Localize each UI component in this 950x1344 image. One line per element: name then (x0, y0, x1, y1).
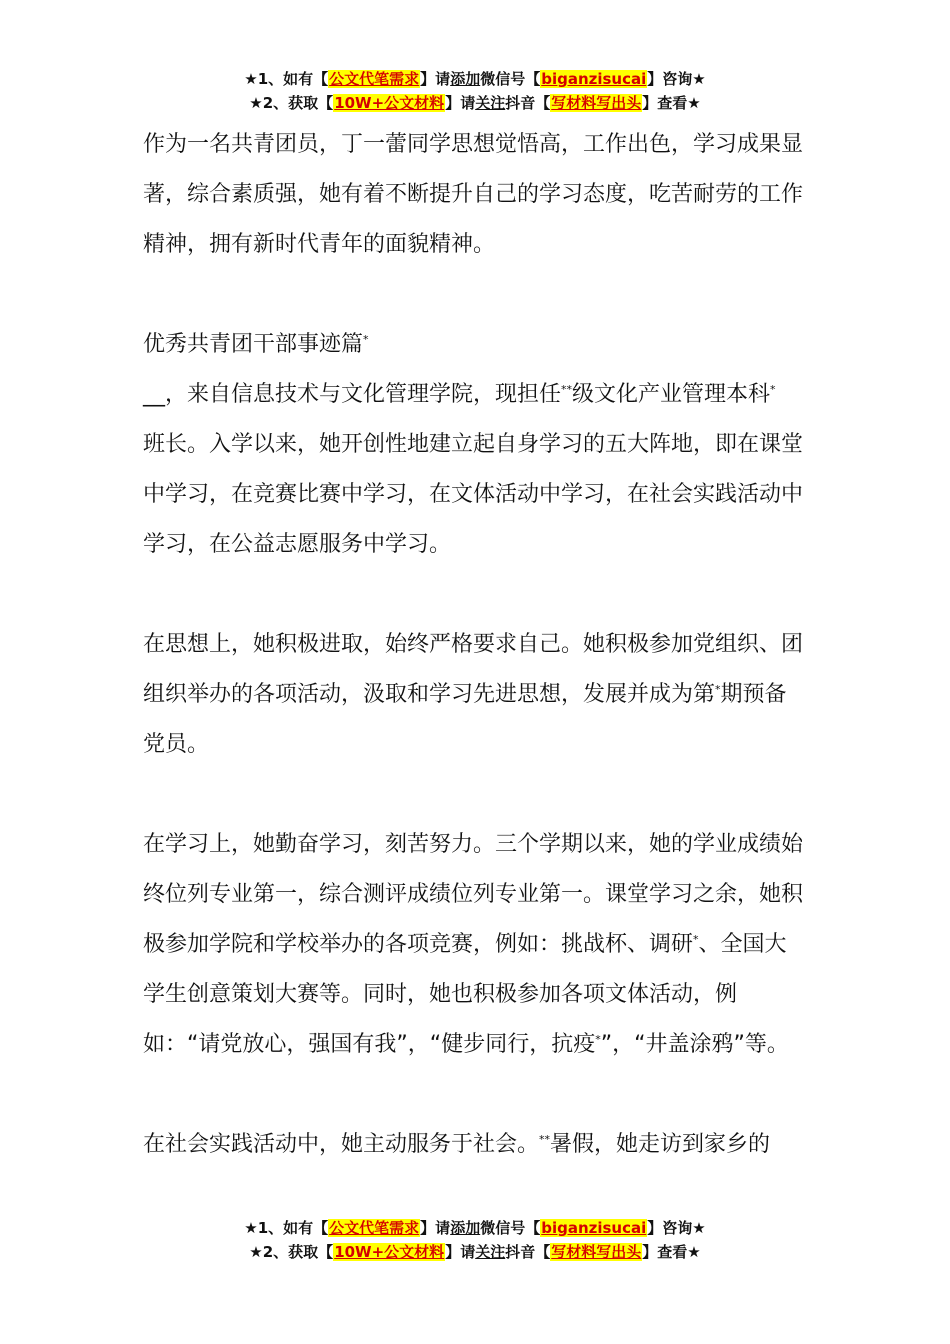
banner-text: ★2、获取【 (249, 94, 334, 112)
banner-underline: 关注 (475, 94, 506, 112)
banner-line-1 (0, 67, 950, 91)
banner-text: ★1、如有【 (244, 70, 329, 88)
banner-line-2 (0, 1240, 950, 1264)
redaction-mark: * (715, 683, 721, 696)
banner-highlight: 公文代笔需求 (329, 70, 420, 88)
banner-line-1 (0, 1216, 950, 1240)
banner-text: 】请 (420, 70, 451, 88)
banner-text: 】查看★ (642, 1243, 701, 1261)
banner-underline: 添加 (450, 1219, 481, 1237)
paragraph-text: 在社会实践活动中，她主动服务于社会。 (143, 1132, 540, 1157)
section-heading (143, 320, 807, 370)
banner-highlight: 写材料写出头 (551, 94, 642, 112)
banner-text: 】请 (420, 1219, 451, 1237)
redaction-mark: * (770, 383, 776, 396)
banner-text: 】咨询★ (647, 70, 706, 88)
paragraph-text: 期预备党员。 (143, 682, 787, 757)
paragraph-intro: 作为一名共青团员，丁一蕾同学思想觉悟高，工作出色，学习成果显著，综合素质强，她有着不断提升自己的学习态度，吃苦耐劳的工作精神，拥有新时代青年的面貌精神。 (143, 132, 804, 257)
redaction-mark: * (363, 333, 369, 346)
banner-text: 抖音【 (505, 94, 551, 112)
paragraph-ideology (143, 620, 807, 770)
banner-text: 】查看★ (642, 94, 701, 112)
paragraph-text: ”，“井盖涂鸦”等。 (600, 1032, 789, 1057)
redaction-mark: * (693, 933, 699, 946)
redaction-mark: ** (539, 1133, 551, 1146)
paragraph-text: 级文化产业管理本科 (572, 382, 771, 407)
banner-highlight: 写材料写出头 (551, 1243, 642, 1261)
footer-banner (0, 1216, 950, 1264)
paragraph-text: 在思想上，她积极进取，始终严格要求自己。她积极参加党组织、团组织举办的各项活动，汲取和学习先进思想，发展并成为第 (143, 632, 804, 707)
paragraph-social-practice (143, 1120, 807, 1170)
banner-text: 】咨询★ (647, 1219, 706, 1237)
banner-text: 微信号【 (480, 70, 541, 88)
banner-text: 微信号【 (480, 1219, 541, 1237)
banner-text: ★2、获取【 (249, 1243, 334, 1261)
redaction-mark: * (595, 1033, 601, 1046)
banner-highlight: 10W+公文材料 (334, 1243, 445, 1261)
paragraph-study (143, 820, 807, 1070)
header-banner (0, 67, 950, 115)
paragraph-text: 在学习上，她勤奋学习，刻苦努力。三个学期以来，她的学业成绩始终位列专业第一，综合测评成绩位列专业第一。课堂学习之余，她积极参加学院和学校举办的各项竞赛，例如：挑战杯、调研 (143, 832, 804, 957)
banner-text: ★1、如有【 (244, 1219, 329, 1237)
redaction-mark: ** (561, 383, 573, 396)
banner-text: 抖音【 (505, 1243, 551, 1261)
document-body (143, 120, 807, 1170)
paragraph-text: 、全国大学生创意策划大赛等。同时，她也积极参加各项文体活动，例如：“请党放心，强国有我”，“健步同行，抗疫 (143, 932, 787, 1057)
banner-highlight: biganzisucai (541, 1219, 647, 1237)
banner-highlight: 公文代笔需求 (329, 1219, 420, 1237)
banner-text: 】请 (445, 1243, 476, 1261)
paragraph-text: 暑假，她走访到家乡的 (550, 1132, 771, 1157)
banner-highlight: biganzisucai (541, 70, 647, 88)
banner-underline: 添加 (450, 70, 481, 88)
banner-line-2 (0, 91, 950, 115)
paragraph-text: 班长。入学以来，她开创性地建立起自身学习的五大阵地，即在课堂中学习，在竞赛比赛中学习，在文体活动中学习，在社会实践活动中学习，在公益志愿服务中学习。 (143, 432, 804, 557)
banner-text: 】请 (445, 94, 476, 112)
banner-highlight: 10W+公文材料 (334, 94, 445, 112)
paragraph-text: __，来自信息技术与文化管理学院，现担任 (143, 382, 562, 407)
banner-underline: 关注 (475, 1243, 506, 1261)
heading-text: 优秀共青团干部事迹篇 (143, 332, 364, 357)
paragraph-profile (143, 370, 807, 570)
